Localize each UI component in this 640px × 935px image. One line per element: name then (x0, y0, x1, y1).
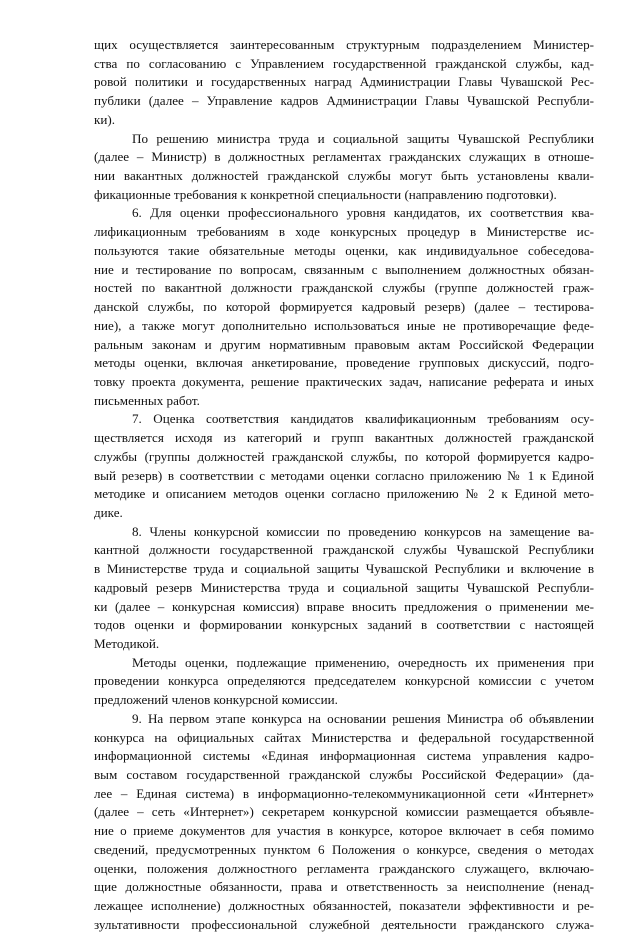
text-line: товку проекта документа, решение практических задач, написание реферата и иных (94, 373, 594, 389)
text-line: сведений, предусмотренных пунктом 6 Положения о конкурсе, сведения о методах (94, 841, 594, 857)
text-line: ние), а также могут дополнительно использоваться иные не противоречащие феде- (94, 317, 594, 333)
text-line: Методикой. (94, 636, 160, 651)
document-body-text (94, 36, 594, 935)
text-line: конкурса на официальных сайтах Министерства и федеральной государственной (94, 729, 594, 745)
text-line: ки (далее – конкурсная комиссия) вправе вносить предложения о применении ме- (94, 598, 594, 614)
text-line: кадровый резерв Министерства труда и социальной защиты Чувашской Республи- (94, 579, 594, 595)
text-line: фикационные требования к конкретной специальности (направлению подготовки). (94, 186, 557, 202)
text-line: службы (группы должностей гражданской службы, по которой формируется кадро- (94, 448, 594, 464)
text-line: 6. Для оценки профессионального уровня кандидатов, их соответствия ква- (132, 205, 594, 221)
text-line: вым составом государственной гражданской службы Российской Федерации» (да- (94, 767, 594, 783)
text-line: ние и тестирование по вопросам, связанным с выполнением должностных обязан- (94, 261, 594, 277)
text-line: ние о приеме документов для участия в конкурсе, которое включает в себя помимо (94, 823, 594, 839)
text-line: 9. На первом этапе конкурса на основании решения Министра об объявлении (132, 710, 594, 726)
text-line: зультативности профессиональной служебной деятельности гражданского служа- (94, 916, 594, 932)
text-line: ровой политики и государственных наград Администрации Главы Чувашской Рес- (94, 74, 594, 90)
text-line: (далее – Министр) в должностных регламентах гражданских служащих в отноше- (94, 149, 594, 165)
text-line: ществляется исходя из категорий и групп вакантных должностей гражданской (94, 430, 594, 446)
text-line: оценки, положения должностного регламента гражданского служащего, включаю- (94, 860, 594, 876)
text-line: 7. Оценка соответствия кандидатов квалификационным требованиям осу- (132, 411, 594, 427)
text-line: письменных работ. (94, 392, 200, 408)
text-line: (далее – сеть «Интернет») секретарем конкурсной комиссии размещается объявле- (94, 804, 594, 820)
text-line: методике и описанием методов оценки согласно приложению № 2 к Единой мето- (94, 486, 594, 502)
text-line: лификационным требованиям в ходе конкурсных процедур в Министерстве ис- (94, 224, 594, 240)
text-line: данской службы, по которой формируется кадровый резерв) (далее – тестирова- (94, 299, 594, 315)
text-line: ральным законам и другим нормативным правовым актам Российской Федерации (94, 336, 594, 352)
text-line: пользуются такие обязательные методы оценки, как индивидуальное собеседова- (94, 242, 594, 258)
text-line: вый резерв) в соответствии с методами оценки согласно приложению № 1 к Единой (94, 467, 594, 483)
text-line: тодов оценки и формировании конкурсных заданий в соответствии с настоящей (94, 617, 594, 633)
text-line: проведении конкурса определяются председателем конкурсной комиссии с учетом (94, 673, 594, 689)
text-line: лее – Единая система) в информационно-телекоммуникационной сети «Интернет» (94, 785, 594, 801)
text-line: ки). (94, 111, 116, 127)
text-line: в Министерстве труда и социальной защиты Чувашской Республики и включение в (94, 561, 594, 577)
text-line: щих осуществляется заинтересованным структурным подразделением Министер- (94, 37, 594, 52)
text-line: методы оценки, включая анкетирование, проведение групповых дискуссий, подго- (94, 355, 594, 371)
text-line: дике. (94, 504, 123, 520)
text-line: публики (далее – Управление кадров Администрации Главы Чувашской Республи- (94, 93, 594, 109)
text-line: 8. Члены конкурсной комиссии по проведению конкурсов на замещение ва- (132, 523, 594, 539)
text-line: лежащее исполнение) должностных обязанностей, показатели эффективности и ре- (94, 898, 594, 914)
text-line: щие должностные обязанности, права и ответственность за неисполнение (ненад- (94, 879, 594, 895)
text-line: ностей по вакантной должности гражданской службы (группе должностей граж- (94, 280, 594, 296)
text-line: По решению министра труда и социальной защиты Чувашской Республики (132, 130, 594, 146)
text-line: кантной должности государственной гражданской службы Чувашской Республики (94, 542, 594, 558)
text-line: информационной системы «Единая информационная система управления кадро- (94, 748, 594, 764)
text-line: Методы оценки, подлежащие применению, очередность их применения при (132, 654, 594, 670)
text-line: предложений членов конкурсной комиссии. (94, 692, 338, 708)
text-line: ства по согласованию с Управлением государственной гражданской службы, кад- (94, 55, 594, 71)
text-line: нии вакантных должностей гражданской службы могут быть установлены квали- (94, 168, 594, 184)
